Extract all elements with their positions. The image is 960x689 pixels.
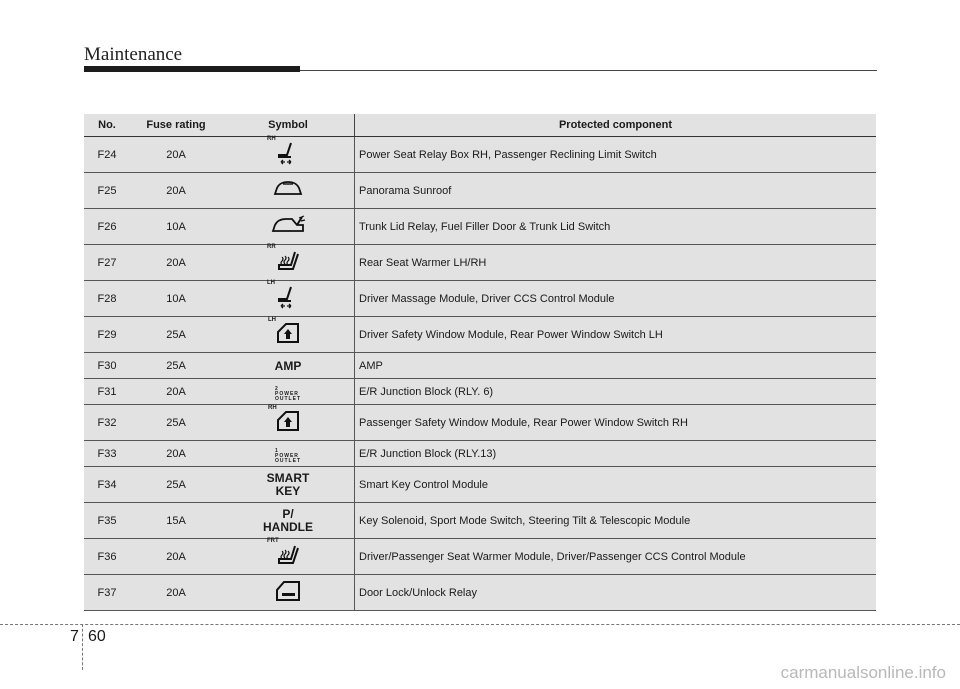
fuse-number-cell: F30 bbox=[84, 353, 130, 379]
symbol-tag: 1 bbox=[275, 448, 279, 454]
symbol-tag: 2 bbox=[275, 386, 279, 392]
fuse-number-cell: F26 bbox=[84, 209, 130, 245]
symbol-cell bbox=[222, 379, 355, 405]
table-row bbox=[84, 503, 876, 539]
fuse-rating-cell: 15A bbox=[130, 503, 222, 539]
fuse-table bbox=[84, 114, 876, 611]
fuse-rating-cell: 25A bbox=[130, 467, 222, 503]
protected-component-cell: Door Lock/Unlock Relay bbox=[355, 575, 877, 611]
fuse-number-cell: F24 bbox=[84, 137, 130, 173]
symbol-tag: RR bbox=[267, 244, 276, 250]
title-underline-thick bbox=[84, 66, 300, 72]
symbol-cell bbox=[222, 467, 355, 503]
column-header-symbol: Symbol bbox=[222, 114, 355, 137]
fuse-number-cell: F37 bbox=[84, 575, 130, 611]
fuse-number-cell: F31 bbox=[84, 379, 130, 405]
fuse-number-cell: F36 bbox=[84, 539, 130, 575]
symbol-tag: LH bbox=[268, 317, 276, 323]
symbol-cell bbox=[222, 441, 355, 467]
fuse-rating-cell: 20A bbox=[130, 575, 222, 611]
chapter-number: 7 bbox=[70, 628, 79, 645]
fuse-rating-cell: 20A bbox=[130, 173, 222, 209]
door-lock-icon bbox=[273, 579, 303, 603]
table-row bbox=[84, 379, 876, 405]
symbol-cell bbox=[222, 245, 355, 281]
fuse-number-cell: F25 bbox=[84, 173, 130, 209]
symbol-cell bbox=[222, 209, 355, 245]
symbol-tag: FRT bbox=[267, 538, 279, 544]
symbol-tag: RH bbox=[267, 136, 276, 142]
power-outlet-icon bbox=[275, 449, 301, 464]
page-number: 60 bbox=[88, 628, 106, 645]
symbol-tag: RH bbox=[268, 405, 277, 411]
fuse-rating-cell: 20A bbox=[130, 441, 222, 467]
table-row bbox=[84, 575, 876, 611]
watermark: carmanualsonline.info bbox=[780, 663, 946, 682]
footer-vertical-divider bbox=[82, 624, 83, 670]
trunk-open-car-icon bbox=[270, 214, 306, 236]
symbol-cell bbox=[222, 173, 355, 209]
symbol-cell bbox=[222, 281, 355, 317]
seat-recline-icon bbox=[267, 136, 303, 166]
fuse-number-cell: F29 bbox=[84, 317, 130, 353]
protected-component-cell: AMP bbox=[355, 353, 877, 379]
fuse-rating-cell: 20A bbox=[130, 379, 222, 405]
table-row bbox=[84, 317, 876, 353]
protected-component-cell: Driver Massage Module, Driver CCS Control Module bbox=[355, 281, 877, 317]
fuse-number-cell: F32 bbox=[84, 405, 130, 441]
section-title: Maintenance bbox=[84, 44, 183, 65]
protected-component-cell: E/R Junction Block (RLY.13) bbox=[355, 441, 877, 467]
fuse-rating-cell: 20A bbox=[130, 539, 222, 575]
table-row bbox=[84, 173, 876, 209]
fuse-rating-cell: 25A bbox=[130, 317, 222, 353]
fuse-number-cell: F34 bbox=[84, 467, 130, 503]
seat-recline-icon bbox=[267, 280, 303, 310]
protected-component-cell: Power Seat Relay Box RH, Passenger Reclining Limit Switch bbox=[355, 137, 877, 173]
sunroof-car-icon bbox=[272, 179, 304, 199]
table-row bbox=[84, 137, 876, 173]
symbol-cell bbox=[222, 575, 355, 611]
fuse-rating-cell: 10A bbox=[130, 209, 222, 245]
table-row bbox=[84, 539, 876, 575]
seat-warmer-icon bbox=[267, 244, 303, 274]
fuse-number-cell: F27 bbox=[84, 245, 130, 281]
power-outlet-icon bbox=[275, 387, 301, 402]
fuse-rating-cell: 25A bbox=[130, 353, 222, 379]
fuse-table-body bbox=[84, 137, 876, 611]
footer-divider bbox=[0, 624, 960, 625]
protected-component-cell: Smart Key Control Module bbox=[355, 467, 877, 503]
table-row bbox=[84, 209, 876, 245]
symbol-text: POWER OUTLET bbox=[275, 453, 301, 464]
symbol-text: P/ HANDLE bbox=[263, 506, 313, 534]
table-header-row bbox=[84, 114, 876, 137]
symbol-text: POWER OUTLET bbox=[275, 391, 301, 402]
protected-component-cell: Driver Safety Window Module, Rear Power Window Switch LH bbox=[355, 317, 877, 353]
protected-component-cell: Key Solenoid, Sport Mode Switch, Steering Tilt & Telescopic Module bbox=[355, 503, 877, 539]
table-row bbox=[84, 467, 876, 503]
table-row bbox=[84, 245, 876, 281]
symbol-cell bbox=[222, 539, 355, 575]
fuse-rating-cell: 10A bbox=[130, 281, 222, 317]
fuse-number-cell: F33 bbox=[84, 441, 130, 467]
table-row bbox=[84, 405, 876, 441]
symbol-cell bbox=[222, 137, 355, 173]
power-window-icon bbox=[268, 317, 302, 345]
symbol-cell bbox=[222, 405, 355, 441]
column-header-fuse-rating: Fuse rating bbox=[130, 114, 222, 137]
fuse-number-cell: F35 bbox=[84, 503, 130, 539]
symbol-cell bbox=[222, 503, 355, 539]
protected-component-cell: Driver/Passenger Seat Warmer Module, Driver/Passenger CCS Control Module bbox=[355, 539, 877, 575]
fuse-number-cell: F28 bbox=[84, 281, 130, 317]
symbol-text: SMART KEY bbox=[266, 470, 310, 498]
symbol-cell bbox=[222, 353, 355, 379]
protected-component-cell: Panorama Sunroof bbox=[355, 173, 877, 209]
fuse-rating-cell: 25A bbox=[130, 405, 222, 441]
protected-component-cell: E/R Junction Block (RLY. 6) bbox=[355, 379, 877, 405]
power-window-icon bbox=[268, 405, 302, 433]
title-underline-thin bbox=[300, 70, 877, 71]
table-row bbox=[84, 353, 876, 379]
symbol-text: AMP bbox=[274, 358, 302, 373]
protected-component-cell: Rear Seat Warmer LH/RH bbox=[355, 245, 877, 281]
protected-component-cell: Passenger Safety Window Module, Rear Power Window Switch RH bbox=[355, 405, 877, 441]
column-header-no: No. bbox=[84, 114, 130, 137]
column-header-protected-component: Protected component bbox=[355, 114, 877, 137]
table-row bbox=[84, 281, 876, 317]
fuse-rating-cell: 20A bbox=[130, 245, 222, 281]
symbol-cell bbox=[222, 317, 355, 353]
table-row bbox=[84, 441, 876, 467]
seat-warmer-icon bbox=[267, 538, 303, 568]
protected-component-cell: Trunk Lid Relay, Fuel Filler Door & Trunk Lid Switch bbox=[355, 209, 877, 245]
fuse-rating-cell: 20A bbox=[130, 137, 222, 173]
symbol-tag: LH bbox=[267, 280, 275, 286]
